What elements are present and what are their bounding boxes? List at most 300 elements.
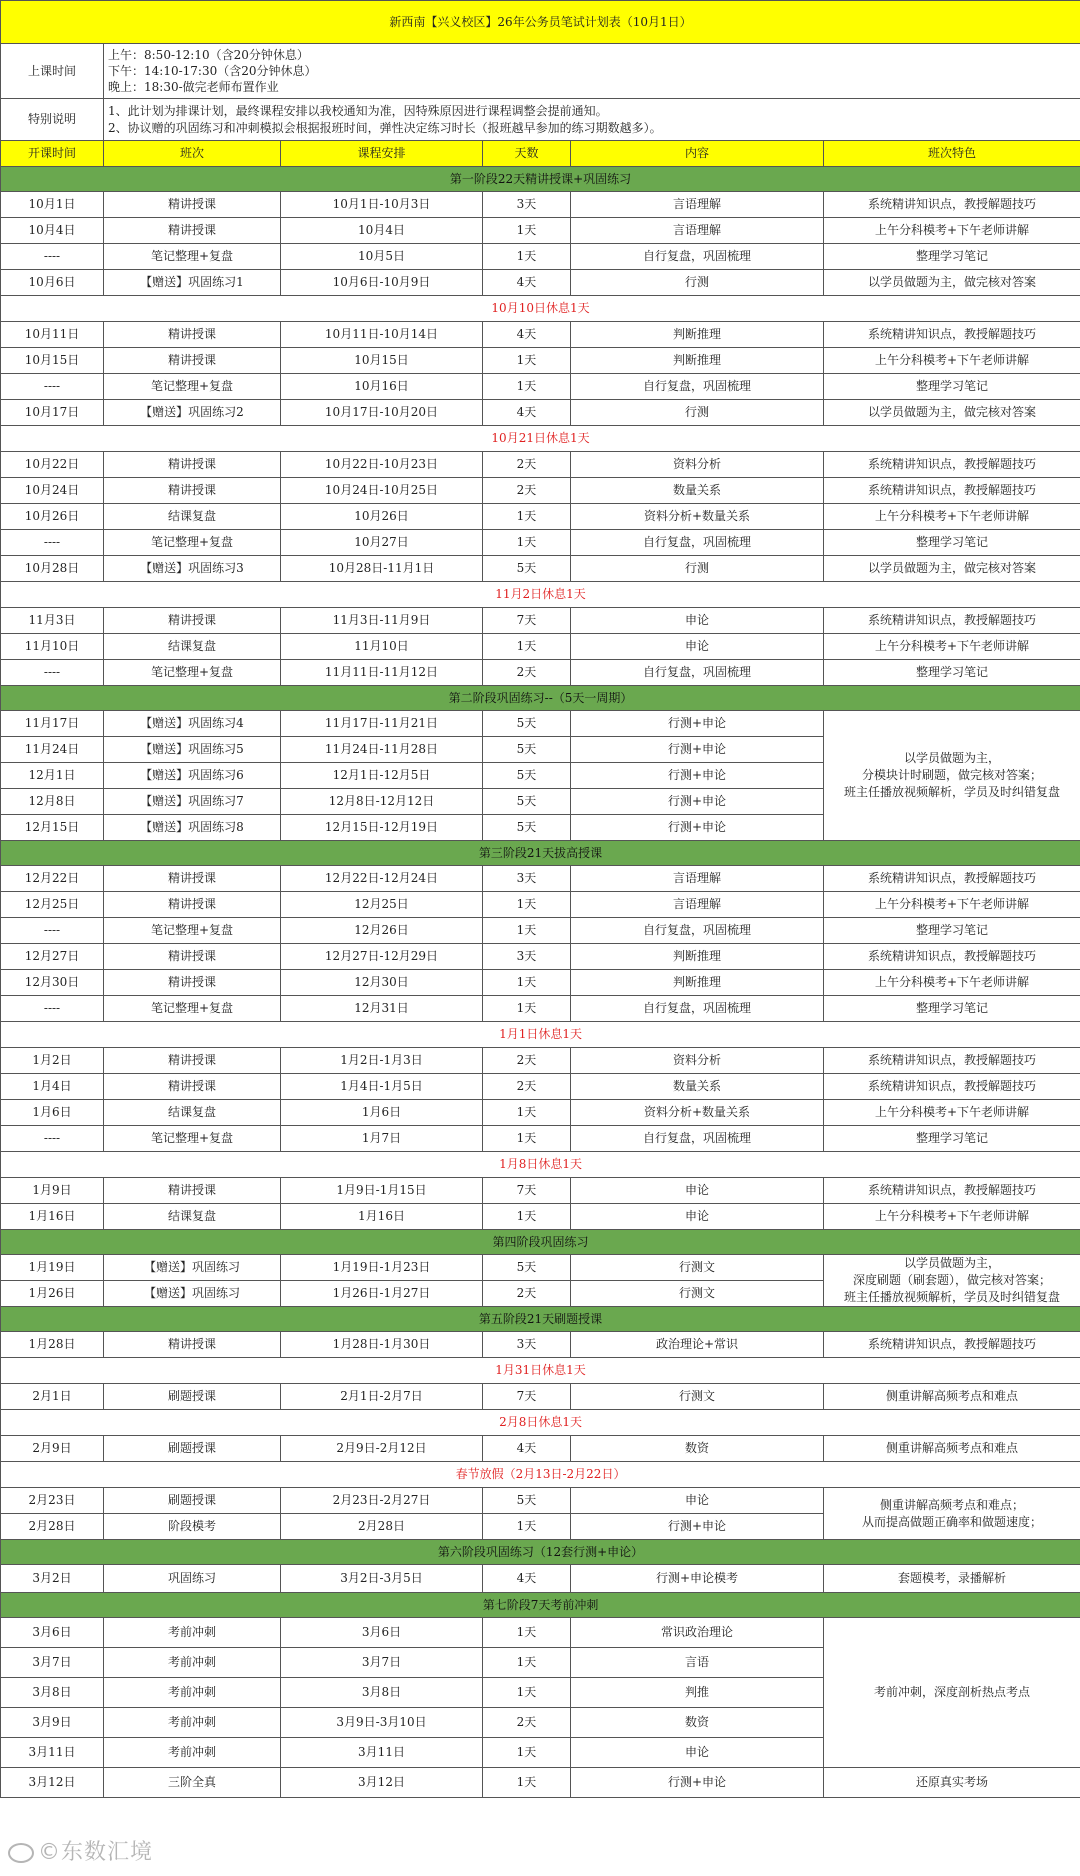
rest-row xyxy=(1,1358,1080,1384)
table-row xyxy=(1,400,1080,426)
feature-cell: 系统精讲知识点，教授解题技巧 xyxy=(824,866,1080,892)
schedule-cell: 2月1日-2月7日 xyxy=(281,1384,483,1410)
stage-title: 第五阶段21天刷题授课 xyxy=(1,1307,1080,1332)
days-cell: 1天 xyxy=(483,1204,571,1230)
table-row xyxy=(1,711,1080,737)
table-row xyxy=(1,478,1080,504)
content-cell: 行测+申论 xyxy=(571,1768,824,1798)
feature-cell: 上午分科模考+下午老师讲解 xyxy=(824,504,1080,530)
schedule-cell: 10月1日-10月3日 xyxy=(281,192,483,218)
feature-cell: 整理学习笔记 xyxy=(824,1126,1080,1152)
days-cell: 1天 xyxy=(483,530,571,556)
content-cell: 行测文 xyxy=(571,1281,824,1307)
content-cell: 言语理解 xyxy=(571,892,824,918)
table-row xyxy=(1,1255,1080,1281)
class-time-line: 晚上：18:30-做完老师布置作业 xyxy=(108,80,279,95)
schedule-cell: 12月31日 xyxy=(281,996,483,1022)
feature-cell: 整理学习笔记 xyxy=(824,918,1080,944)
content-cell: 自行复盘，巩固梳理 xyxy=(571,996,824,1022)
days-cell: 1天 xyxy=(483,1100,571,1126)
schedule-cell: 3月11日 xyxy=(281,1738,483,1768)
schedule-cell: 10月11日-10月14日 xyxy=(281,322,483,348)
schedule-cell: 3月2日-3月5日 xyxy=(281,1565,483,1593)
content-cell: 申论 xyxy=(571,634,824,660)
class-cell: 刷题授课 xyxy=(104,1384,281,1410)
days-cell: 1天 xyxy=(483,634,571,660)
feature-line: 以学员做题为主， xyxy=(904,1256,1001,1271)
content-cell: 判断推理 xyxy=(571,322,824,348)
start-date-cell: 3月7日 xyxy=(1,1648,104,1678)
class-cell: 精讲授课 xyxy=(104,608,281,634)
start-date-cell: 10月6日 xyxy=(1,270,104,296)
class-cell: 结课复盘 xyxy=(104,634,281,660)
feature-line: 班主任播放视频解析，学员及时纠错复盘 xyxy=(844,1289,1061,1304)
table-row xyxy=(1,1048,1080,1074)
class-cell: 【赠送】巩固练习3 xyxy=(104,556,281,582)
content-cell: 资料分析 xyxy=(571,452,824,478)
header-feature: 班次特色 xyxy=(824,141,1080,167)
content-cell: 数资 xyxy=(571,1708,824,1738)
feature-cell: 上午分科模考+下午老师讲解 xyxy=(824,218,1080,244)
feature-cell-merged xyxy=(824,711,1080,841)
class-cell: 【赠送】巩固练习1 xyxy=(104,270,281,296)
class-cell: 笔记整理+复盘 xyxy=(104,660,281,686)
start-date-cell: 11月3日 xyxy=(1,608,104,634)
table-row xyxy=(1,1332,1080,1358)
content-cell: 行测文 xyxy=(571,1255,824,1281)
stage-row xyxy=(1,1307,1080,1332)
feature-cell-merged xyxy=(824,1255,1080,1307)
start-date-cell: 10月11日 xyxy=(1,322,104,348)
feature-cell: 还原真实考场 xyxy=(824,1768,1080,1798)
feature-cell: 上午分科模考+下午老师讲解 xyxy=(824,892,1080,918)
days-cell: 5天 xyxy=(483,556,571,582)
content-cell: 资料分析 xyxy=(571,1048,824,1074)
class-cell: 笔记整理+复盘 xyxy=(104,918,281,944)
class-time-line: 下午：14:10-17:30（含20分钟休息） xyxy=(108,63,317,78)
schedule-cell: 2月23日-2月27日 xyxy=(281,1488,483,1514)
schedule-cell: 1月2日-1月3日 xyxy=(281,1048,483,1074)
days-cell: 7天 xyxy=(483,608,571,634)
content-cell: 行测 xyxy=(571,400,824,426)
days-cell: 1天 xyxy=(483,996,571,1022)
days-cell: 2天 xyxy=(483,478,571,504)
start-date-cell: 11月10日 xyxy=(1,634,104,660)
content-cell: 政治理论+常识 xyxy=(571,1332,824,1358)
start-date-cell: 10月4日 xyxy=(1,218,104,244)
days-cell: 1天 xyxy=(483,1678,571,1708)
stage-row xyxy=(1,841,1080,866)
note-line: 1、此计划为排课计划，最终课程安排以我校通知为准，因特殊原因进行课程调整会提前通知。 xyxy=(108,104,608,119)
days-cell: 1天 xyxy=(483,1618,571,1648)
content-cell: 言语理解 xyxy=(571,866,824,892)
days-cell: 5天 xyxy=(483,1488,571,1514)
table-row xyxy=(1,970,1080,996)
table-row xyxy=(1,1074,1080,1100)
class-cell: 精讲授课 xyxy=(104,1048,281,1074)
table-row xyxy=(1,218,1080,244)
page-title: 新西南【兴义校区】26年公务员笔试计划表（10月1日） xyxy=(1,1,1080,44)
table-row xyxy=(1,1618,1080,1648)
schedule-cell: 12月25日 xyxy=(281,892,483,918)
schedule-cell: 3月9日-3月10日 xyxy=(281,1708,483,1738)
rest-day-note: 春节放假（2月13日-2月22日） xyxy=(1,1462,1080,1488)
content-cell: 行测 xyxy=(571,556,824,582)
start-date-cell: ---- xyxy=(1,374,104,400)
class-cell: 【赠送】巩固练习7 xyxy=(104,789,281,815)
days-cell: 4天 xyxy=(483,1565,571,1593)
stage-row xyxy=(1,1593,1080,1618)
watermark xyxy=(8,1835,153,1866)
class-cell: 刷题授课 xyxy=(104,1488,281,1514)
content-cell: 资料分析+数量关系 xyxy=(571,1100,824,1126)
schedule-cell: 12月22日-12月24日 xyxy=(281,866,483,892)
schedule-cell: 10月6日-10月9日 xyxy=(281,270,483,296)
feature-cell: 系统精讲知识点，教授解题技巧 xyxy=(824,452,1080,478)
class-cell: 笔记整理+复盘 xyxy=(104,530,281,556)
watermark-text: ©东数汇境 xyxy=(38,1840,154,1865)
days-cell: 2天 xyxy=(483,452,571,478)
table-row xyxy=(1,504,1080,530)
schedule-cell: 12月27日-12月29日 xyxy=(281,944,483,970)
feature-line: 侧重讲解高频考点和难点； xyxy=(880,1497,1025,1512)
content-cell: 判断推理 xyxy=(571,970,824,996)
class-cell: 【赠送】巩固练习2 xyxy=(104,400,281,426)
stage-title: 第二阶段巩固练习--（5天一周期） xyxy=(1,686,1080,711)
content-cell: 申论 xyxy=(571,1204,824,1230)
schedule-cell: 11月11日-11月12日 xyxy=(281,660,483,686)
days-cell: 4天 xyxy=(483,322,571,348)
start-date-cell: 2月23日 xyxy=(1,1488,104,1514)
rest-day-note: 1月8日休息1天 xyxy=(1,1152,1080,1178)
start-date-cell: 10月28日 xyxy=(1,556,104,582)
class-cell: 考前冲刺 xyxy=(104,1618,281,1648)
class-cell: 精讲授课 xyxy=(104,866,281,892)
table-row xyxy=(1,1100,1080,1126)
table-row xyxy=(1,244,1080,270)
rest-day-note: 2月8日休息1天 xyxy=(1,1410,1080,1436)
content-cell: 申论 xyxy=(571,608,824,634)
class-time-text xyxy=(104,44,1080,99)
feature-cell: 侧重讲解高频考点和难点 xyxy=(824,1436,1080,1462)
schedule-cell: 10月24日-10月25日 xyxy=(281,478,483,504)
class-time-row xyxy=(1,44,1080,99)
days-cell: 1天 xyxy=(483,504,571,530)
content-cell: 行测+申论 xyxy=(571,737,824,763)
class-cell: 精讲授课 xyxy=(104,348,281,374)
days-cell: 5天 xyxy=(483,1255,571,1281)
feature-cell: 侧重讲解高频考点和难点 xyxy=(824,1384,1080,1410)
feature-cell: 上午分科模考+下午老师讲解 xyxy=(824,970,1080,996)
class-time-label: 上课时间 xyxy=(1,44,104,99)
days-cell: 2天 xyxy=(483,1281,571,1307)
class-cell: 三阶全真 xyxy=(104,1768,281,1798)
days-cell: 7天 xyxy=(483,1178,571,1204)
start-date-cell: 1月28日 xyxy=(1,1332,104,1358)
schedule-cell: 10月4日 xyxy=(281,218,483,244)
schedule-cell: 11月24日-11月28日 xyxy=(281,737,483,763)
feature-line: 班主任播放视频解析，学员及时纠错复盘 xyxy=(844,784,1061,799)
schedule-cell: 3月8日 xyxy=(281,1678,483,1708)
table-row xyxy=(1,556,1080,582)
table-row xyxy=(1,944,1080,970)
content-cell: 行测文 xyxy=(571,1384,824,1410)
feature-cell: 整理学习笔记 xyxy=(824,374,1080,400)
days-cell: 2天 xyxy=(483,1048,571,1074)
stage-title: 第四阶段巩固练习 xyxy=(1,1230,1080,1255)
schedule-cell: 12月26日 xyxy=(281,918,483,944)
start-date-cell: 11月17日 xyxy=(1,711,104,737)
feature-cell: 系统精讲知识点，教授解题技巧 xyxy=(824,1074,1080,1100)
notes-row xyxy=(1,99,1080,141)
schedule-cell: 10月28日-11月1日 xyxy=(281,556,483,582)
class-cell: 【赠送】巩固练习5 xyxy=(104,737,281,763)
rest-row xyxy=(1,1462,1080,1488)
content-cell: 申论 xyxy=(571,1738,824,1768)
stage-row xyxy=(1,1230,1080,1255)
feature-cell-merged xyxy=(824,1488,1080,1540)
content-cell: 行测+申论模考 xyxy=(571,1565,824,1593)
table-row xyxy=(1,866,1080,892)
content-cell: 言语理解 xyxy=(571,218,824,244)
start-date-cell: 12月1日 xyxy=(1,763,104,789)
table-row xyxy=(1,608,1080,634)
feature-cell: 上午分科模考+下午老师讲解 xyxy=(824,634,1080,660)
feature-cell: 整理学习笔记 xyxy=(824,530,1080,556)
header-content: 内容 xyxy=(571,141,824,167)
class-cell: 【赠送】巩固练习8 xyxy=(104,815,281,841)
feature-cell: 系统精讲知识点，教授解题技巧 xyxy=(824,1178,1080,1204)
days-cell: 2天 xyxy=(483,1074,571,1100)
content-cell: 行测+申论 xyxy=(571,1514,824,1540)
content-cell: 申论 xyxy=(571,1178,824,1204)
rest-row xyxy=(1,1152,1080,1178)
days-cell: 5天 xyxy=(483,711,571,737)
start-date-cell: 10月24日 xyxy=(1,478,104,504)
start-date-cell: 2月28日 xyxy=(1,1514,104,1540)
content-cell: 行测+申论 xyxy=(571,711,824,737)
start-date-cell: ---- xyxy=(1,660,104,686)
content-cell: 判推 xyxy=(571,1678,824,1708)
feature-cell: 以学员做题为主，做完核对答案 xyxy=(824,270,1080,296)
stage-title: 第七阶段7天考前冲刺 xyxy=(1,1593,1080,1618)
rest-row xyxy=(1,582,1080,608)
watermark-logo-icon xyxy=(8,1843,34,1863)
schedule-cell: 12月15日-12月19日 xyxy=(281,815,483,841)
class-cell: 考前冲刺 xyxy=(104,1708,281,1738)
start-date-cell: 1月6日 xyxy=(1,1100,104,1126)
class-cell: 精讲授课 xyxy=(104,1178,281,1204)
feature-cell-merged xyxy=(824,1618,1080,1768)
feature-cell: 系统精讲知识点，教授解题技巧 xyxy=(824,478,1080,504)
feature-cell: 套题模考，录播解析 xyxy=(824,1565,1080,1593)
start-date-cell: 11月24日 xyxy=(1,737,104,763)
class-cell: 精讲授课 xyxy=(104,944,281,970)
class-cell: 【赠送】巩固练习 xyxy=(104,1255,281,1281)
content-cell: 自行复盘，巩固梳理 xyxy=(571,918,824,944)
days-cell: 1天 xyxy=(483,918,571,944)
start-date-cell: 12月15日 xyxy=(1,815,104,841)
days-cell: 1天 xyxy=(483,1768,571,1798)
feature-cell: 上午分科模考+下午老师讲解 xyxy=(824,1100,1080,1126)
days-cell: 3天 xyxy=(483,944,571,970)
schedule-cell: 1月6日 xyxy=(281,1100,483,1126)
table-row xyxy=(1,1565,1080,1593)
schedule-cell: 11月10日 xyxy=(281,634,483,660)
content-cell: 数资 xyxy=(571,1436,824,1462)
content-cell: 常识政治理论 xyxy=(571,1618,824,1648)
header-row xyxy=(1,141,1080,167)
start-date-cell: 3月11日 xyxy=(1,1738,104,1768)
start-date-cell: 10月1日 xyxy=(1,192,104,218)
table-row xyxy=(1,996,1080,1022)
start-date-cell: 1月9日 xyxy=(1,1178,104,1204)
rest-day-note: 11月2日休息1天 xyxy=(1,582,1080,608)
feature-cell: 以学员做题为主，做完核对答案 xyxy=(824,556,1080,582)
schedule-cell: 1月16日 xyxy=(281,1204,483,1230)
feature-cell: 上午分科模考+下午老师讲解 xyxy=(824,348,1080,374)
class-time-line: 上午：8:50-12:10（含20分钟休息） xyxy=(108,47,309,62)
rest-row xyxy=(1,296,1080,322)
table-row xyxy=(1,322,1080,348)
stage-row xyxy=(1,686,1080,711)
schedule-cell: 10月22日-10月23日 xyxy=(281,452,483,478)
schedule-cell: 2月9日-2月12日 xyxy=(281,1436,483,1462)
content-cell: 自行复盘，巩固梳理 xyxy=(571,374,824,400)
content-cell: 自行复盘，巩固梳理 xyxy=(571,530,824,556)
days-cell: 1天 xyxy=(483,892,571,918)
schedule-cell: 10月26日 xyxy=(281,504,483,530)
start-date-cell: 2月1日 xyxy=(1,1384,104,1410)
content-cell: 自行复盘，巩固梳理 xyxy=(571,1126,824,1152)
content-cell: 判断推理 xyxy=(571,944,824,970)
notes-text xyxy=(104,99,1080,141)
feature-line: 分模块计时刷题，做完核对答案； xyxy=(862,768,1043,783)
schedule-cell: 1月28日-1月30日 xyxy=(281,1332,483,1358)
schedule-cell: 2月28日 xyxy=(281,1514,483,1540)
feature-cell: 整理学习笔记 xyxy=(824,244,1080,270)
feature-cell: 上午分科模考+下午老师讲解 xyxy=(824,1204,1080,1230)
start-date-cell: 12月27日 xyxy=(1,944,104,970)
header-days: 天数 xyxy=(483,141,571,167)
content-cell: 申论 xyxy=(571,1488,824,1514)
days-cell: 1天 xyxy=(483,244,571,270)
stage-row xyxy=(1,1540,1080,1565)
start-date-cell: 3月12日 xyxy=(1,1768,104,1798)
start-date-cell: ---- xyxy=(1,918,104,944)
schedule-cell: 3月7日 xyxy=(281,1648,483,1678)
content-cell: 行测+申论 xyxy=(571,815,824,841)
days-cell: 4天 xyxy=(483,270,571,296)
start-date-cell: 12月8日 xyxy=(1,789,104,815)
days-cell: 1天 xyxy=(483,1514,571,1540)
class-cell: 【赠送】巩固练习6 xyxy=(104,763,281,789)
schedule-cell: 3月12日 xyxy=(281,1768,483,1798)
days-cell: 2天 xyxy=(483,1708,571,1738)
start-date-cell: ---- xyxy=(1,996,104,1022)
class-cell: 精讲授课 xyxy=(104,478,281,504)
rest-day-note: 10月21日休息1天 xyxy=(1,426,1080,452)
title-row xyxy=(1,1,1080,44)
start-date-cell: 3月8日 xyxy=(1,1678,104,1708)
stage-title: 第三阶段21天拔高授课 xyxy=(1,841,1080,866)
class-cell: 笔记整理+复盘 xyxy=(104,244,281,270)
rest-row xyxy=(1,1022,1080,1048)
content-cell: 判断推理 xyxy=(571,348,824,374)
table-row xyxy=(1,1436,1080,1462)
start-date-cell: 1月19日 xyxy=(1,1255,104,1281)
table-row xyxy=(1,1178,1080,1204)
schedule-cell: 1月26日-1月27日 xyxy=(281,1281,483,1307)
schedule-cell: 10月5日 xyxy=(281,244,483,270)
header-start-time: 开课时间 xyxy=(1,141,104,167)
table-row xyxy=(1,452,1080,478)
schedule-cell: 1月4日-1月5日 xyxy=(281,1074,483,1100)
start-date-cell: 10月17日 xyxy=(1,400,104,426)
class-cell: 【赠送】巩固练习4 xyxy=(104,711,281,737)
schedule-cell: 11月3日-11月9日 xyxy=(281,608,483,634)
feature-cell: 以学员做题为主，做完核对答案 xyxy=(824,400,1080,426)
stage-title: 第一阶段22天精讲授课+巩固练习 xyxy=(1,167,1080,192)
table-row xyxy=(1,634,1080,660)
days-cell: 1天 xyxy=(483,1648,571,1678)
days-cell: 1天 xyxy=(483,970,571,996)
days-cell: 1天 xyxy=(483,1738,571,1768)
table-row xyxy=(1,1768,1080,1798)
start-date-cell: ---- xyxy=(1,530,104,556)
class-cell: 精讲授课 xyxy=(104,452,281,478)
schedule-cell: 1月7日 xyxy=(281,1126,483,1152)
note-line: 2、协议赠的巩固练习和冲刺模拟会根据报班时间，弹性决定练习时长（报班越早参加的练习期数越多）。 xyxy=(108,120,662,135)
feature-cell: 系统精讲知识点，教授解题技巧 xyxy=(824,322,1080,348)
feature-cell: 系统精讲知识点，教授解题技巧 xyxy=(824,192,1080,218)
days-cell: 1天 xyxy=(483,348,571,374)
table-row xyxy=(1,892,1080,918)
start-date-cell: 10月15日 xyxy=(1,348,104,374)
days-cell: 5天 xyxy=(483,737,571,763)
days-cell: 4天 xyxy=(483,1436,571,1462)
content-cell: 数量关系 xyxy=(571,1074,824,1100)
start-date-cell: 12月25日 xyxy=(1,892,104,918)
rest-row xyxy=(1,426,1080,452)
class-cell: 精讲授课 xyxy=(104,1332,281,1358)
start-date-cell: 1月2日 xyxy=(1,1048,104,1074)
schedule-cell: 11月17日-11月21日 xyxy=(281,711,483,737)
content-cell: 行测+申论 xyxy=(571,789,824,815)
rest-day-note: 1月31日休息1天 xyxy=(1,1358,1080,1384)
start-date-cell: 1月4日 xyxy=(1,1074,104,1100)
class-cell: 结课复盘 xyxy=(104,1100,281,1126)
days-cell: 3天 xyxy=(483,192,571,218)
schedule-cell: 3月6日 xyxy=(281,1618,483,1648)
schedule-cell: 10月16日 xyxy=(281,374,483,400)
class-cell: 【赠送】巩固练习 xyxy=(104,1281,281,1307)
feature-cell: 系统精讲知识点，教授解题技巧 xyxy=(824,944,1080,970)
class-cell: 笔记整理+复盘 xyxy=(104,374,281,400)
feature-line: 以学员做题为主， xyxy=(904,751,1001,766)
table-row xyxy=(1,1126,1080,1152)
class-cell: 刷题授课 xyxy=(104,1436,281,1462)
start-date-cell: 10月22日 xyxy=(1,452,104,478)
schedule-cell: 12月8日-12月12日 xyxy=(281,789,483,815)
content-cell: 言语理解 xyxy=(571,192,824,218)
days-cell: 1天 xyxy=(483,374,571,400)
table-row xyxy=(1,270,1080,296)
schedule-cell: 12月30日 xyxy=(281,970,483,996)
days-cell: 5天 xyxy=(483,789,571,815)
start-date-cell: 1月16日 xyxy=(1,1204,104,1230)
content-cell: 言语 xyxy=(571,1648,824,1678)
